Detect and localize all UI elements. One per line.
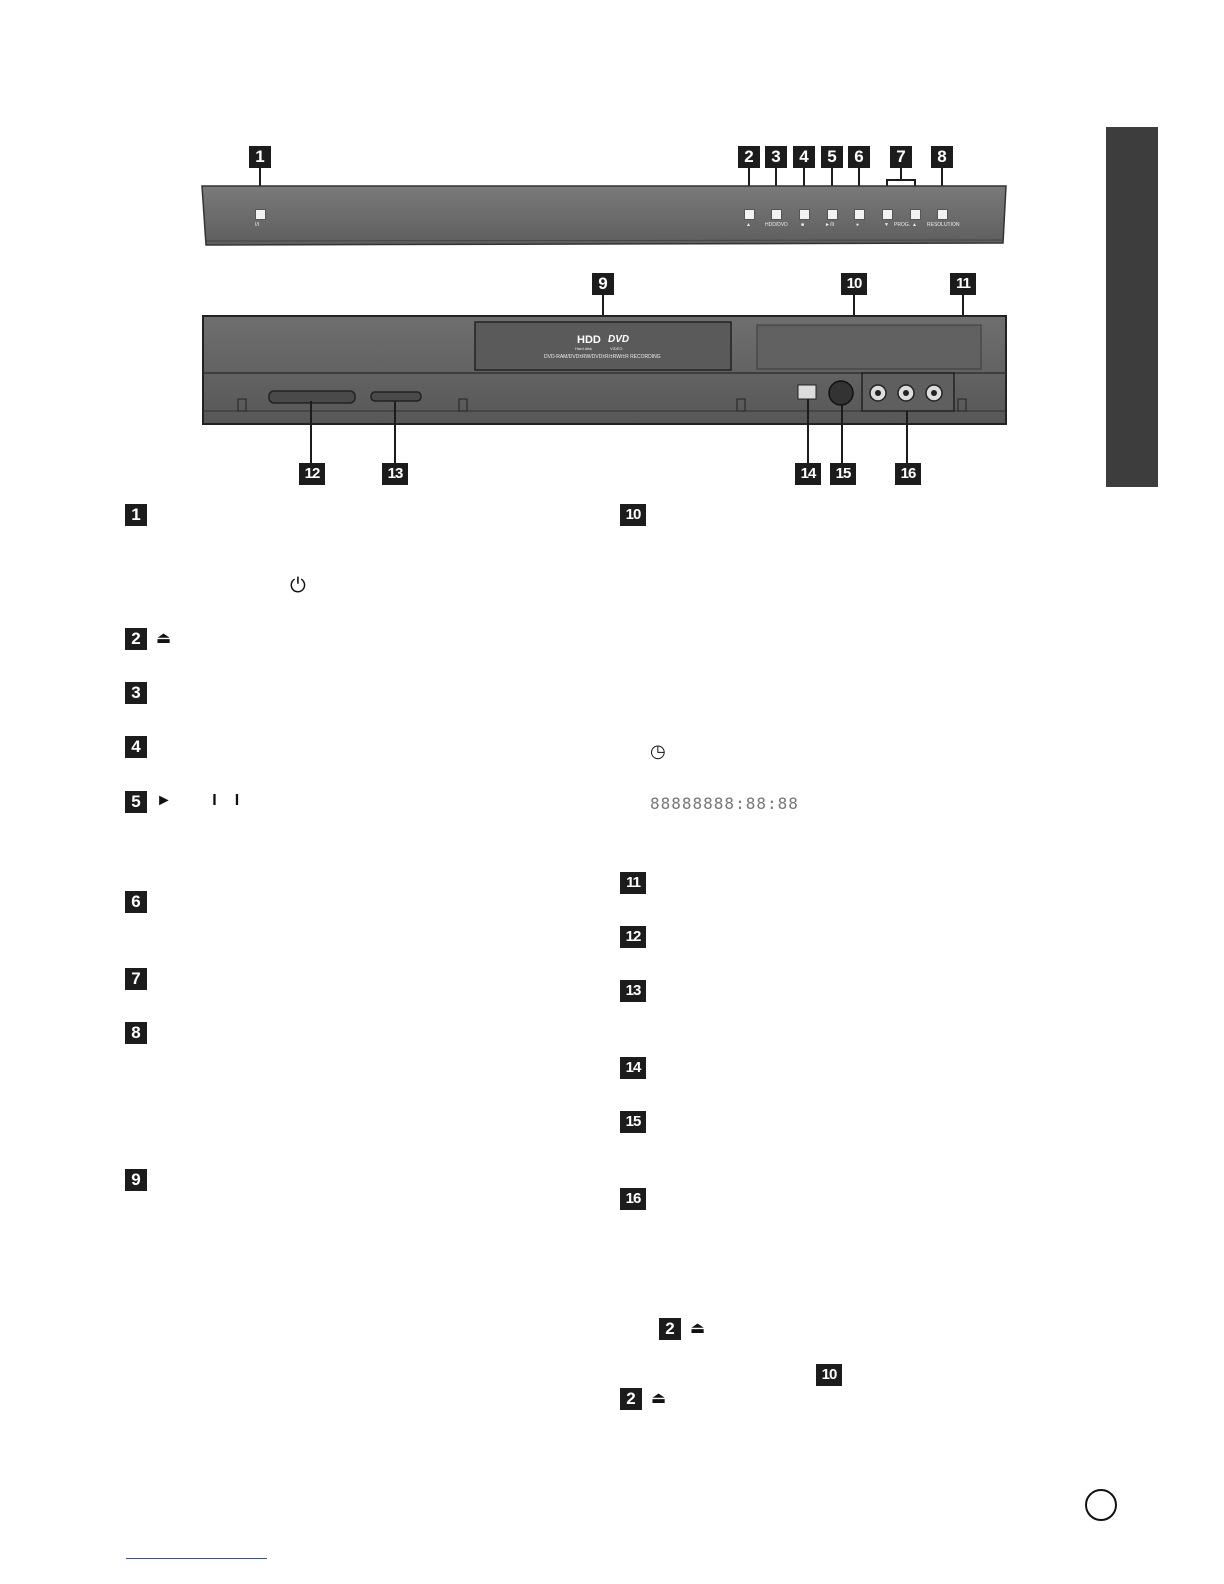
- front-panel-illustration: [200, 313, 1010, 429]
- legend-num-10: 10: [620, 504, 646, 526]
- callout-5: 5: [821, 146, 843, 168]
- dvd-logo-sub: VIDEO: [610, 346, 623, 351]
- leader-line: [394, 401, 396, 463]
- timer-icon: ◷: [650, 741, 666, 761]
- callout-2: 2: [738, 146, 760, 168]
- eject-icon: ⏏: [651, 1390, 667, 1407]
- callout-8: 8: [931, 146, 953, 168]
- prog-down-label: ▼: [884, 222, 889, 228]
- legend-num-5: 5: [125, 791, 147, 813]
- prog-up-button[interactable]: [910, 209, 921, 220]
- callout-4: 4: [793, 146, 815, 168]
- display-segments: 88888888:88:88: [650, 794, 799, 813]
- callout-10: 10: [841, 273, 867, 295]
- callout-15: 15: [830, 463, 856, 485]
- legend-num-12: 12: [620, 926, 646, 948]
- record-button[interactable]: [854, 209, 865, 220]
- callout-9: 9: [592, 273, 614, 295]
- resolution-label: RESOLUTION: [927, 222, 960, 228]
- callout-7: 7: [890, 146, 912, 168]
- legend-num-3: 3: [125, 682, 147, 704]
- legend-num-2: 2: [125, 628, 147, 650]
- eject-label: ▲: [746, 222, 751, 228]
- legend-num-9: 9: [125, 1169, 147, 1191]
- page-number-circle: [1085, 1489, 1117, 1521]
- ref-num-2-b: 2: [620, 1388, 642, 1410]
- legend-num-6: 6: [125, 891, 147, 913]
- callout-6: 6: [848, 146, 870, 168]
- tray-formats: DVD-RAM/DVD±RW/DVD±R/±RW/±R RECORDING: [544, 354, 661, 360]
- prog-up-label: ▲: [912, 222, 917, 228]
- resolution-button[interactable]: [937, 209, 948, 220]
- legend-num-1: 1: [125, 504, 147, 526]
- leader-line: [310, 401, 312, 463]
- callout-13: 13: [382, 463, 408, 485]
- legend-num-4: 4: [125, 736, 147, 758]
- legend-num-7: 7: [125, 968, 147, 990]
- footer-rule: [126, 1558, 267, 1559]
- hdd-logo: HDD: [577, 334, 601, 346]
- eject-button[interactable]: [744, 209, 755, 220]
- callout-12: 12: [299, 463, 325, 485]
- callout-16: 16: [895, 463, 921, 485]
- dvd-logo: DVD: [608, 334, 630, 345]
- section-side-tab: [1106, 127, 1158, 487]
- play-pause-button[interactable]: [827, 209, 838, 220]
- ref-num-2: 2: [659, 1318, 681, 1340]
- callout-14: 14: [795, 463, 821, 485]
- hdd-dvd-button[interactable]: [771, 209, 782, 220]
- power-icon: ⏻: [290, 575, 306, 597]
- leader-line: [841, 405, 843, 463]
- play-pause-icon: ► II: [156, 792, 258, 809]
- record-label: ●: [856, 222, 860, 228]
- prog-down-button[interactable]: [882, 209, 893, 220]
- power-label: I/I: [255, 222, 260, 228]
- callout-1: 1: [249, 146, 271, 168]
- legend-num-16: 16: [620, 1188, 646, 1210]
- leader-line: [906, 411, 908, 463]
- callout-3: 3: [765, 146, 787, 168]
- hdd-dvd-label: HDD/DVD: [765, 222, 788, 228]
- eject-icon: ⏏: [156, 630, 172, 647]
- callout-11: 11: [950, 273, 976, 295]
- play-pause-label: ►/II: [825, 222, 835, 228]
- legend-num-13: 13: [620, 980, 646, 1002]
- legend-num-8: 8: [125, 1022, 147, 1044]
- legend-num-15: 15: [620, 1111, 646, 1133]
- leader-line: [807, 399, 809, 463]
- eject-icon: ⏏: [690, 1320, 706, 1337]
- leader-line: [886, 179, 916, 181]
- stop-button[interactable]: [799, 209, 810, 220]
- legend-num-11: 11: [620, 872, 646, 894]
- hdd-logo-sub: Hard disk: [575, 346, 592, 351]
- power-button[interactable]: [255, 209, 266, 220]
- legend-num-14: 14: [620, 1057, 646, 1079]
- stop-label: ■: [801, 222, 805, 228]
- ref-num-10: 10: [816, 1364, 842, 1386]
- prog-label: PROG.: [894, 222, 911, 228]
